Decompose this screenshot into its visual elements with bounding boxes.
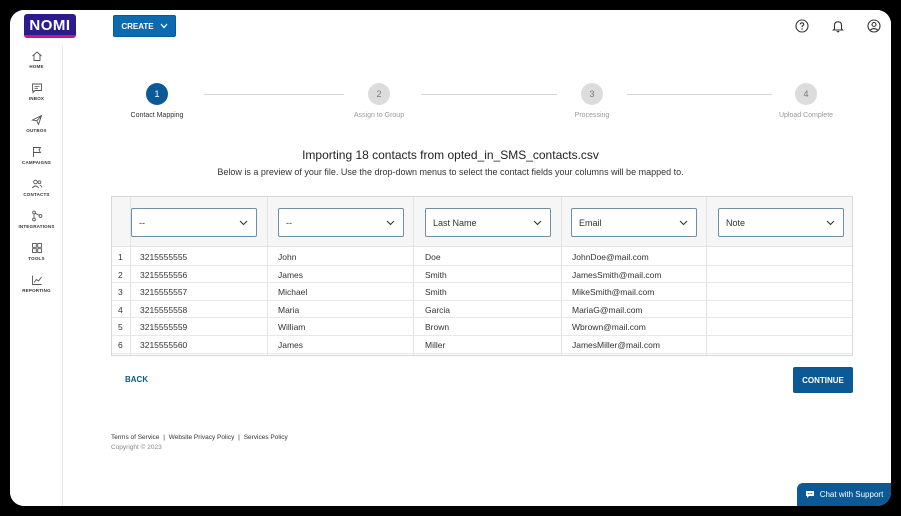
sidebar-item-integrations[interactable]	[10, 210, 63, 240]
table-cell: Doe	[425, 252, 441, 262]
table-cell: 3215555559	[140, 322, 188, 333]
top-bar	[10, 10, 891, 46]
select-value: Last Name	[433, 217, 477, 228]
chevron-down-icon	[160, 23, 168, 29]
step-label: Processing	[574, 112, 610, 119]
select-value: --	[286, 217, 292, 228]
row-index: 1	[118, 252, 123, 262]
table-cell: James	[278, 269, 304, 280]
step-label: Assign to Group	[353, 112, 405, 119]
row-index: 2	[118, 269, 123, 280]
help-icon[interactable]	[794, 18, 810, 34]
table-row	[112, 266, 852, 284]
table-cell: 3215555560	[140, 340, 188, 350]
chat-bubble-icon	[805, 490, 815, 499]
step-number: 3	[581, 83, 603, 105]
table-cell: 3215555558	[140, 304, 188, 315]
sidebar-item-label: OUTBOX	[26, 128, 47, 133]
select-value: --	[139, 217, 145, 228]
table-cell: MariaG@mail.com	[572, 304, 643, 315]
sidebar-item-label: INBOX	[28, 96, 45, 101]
chevron-down-icon	[239, 220, 248, 226]
sidebar-item-label: TOOLS	[28, 256, 45, 261]
step-connector	[421, 94, 557, 95]
table-cell: 3215555555	[140, 252, 188, 262]
row-index: 4	[118, 304, 123, 315]
column-mapping-select-1[interactable]	[131, 208, 257, 237]
table-cell: Smith	[425, 269, 447, 280]
table-row	[112, 318, 852, 336]
app-window	[10, 10, 891, 506]
table-cell: MikeSmith@mail.com	[572, 287, 655, 298]
footer-links	[111, 434, 290, 441]
table-cell: Garcia	[425, 304, 451, 315]
sidebar-item-home[interactable]	[10, 50, 63, 80]
chevron-down-icon	[826, 220, 835, 226]
user-icon[interactable]	[866, 18, 882, 34]
sidebar-item-reporting[interactable]	[10, 274, 63, 304]
chevron-down-icon	[386, 220, 395, 226]
continue-button[interactable]: CONTINUE	[793, 367, 853, 393]
select-value: Email	[579, 217, 602, 228]
table-cell: John	[278, 252, 297, 262]
column-mapping-select-4[interactable]	[571, 208, 697, 237]
inbox-icon	[31, 82, 43, 94]
step-label: Contact Mapping	[130, 112, 184, 119]
services-policy-link[interactable]: Services Policy	[243, 434, 288, 441]
bell-icon[interactable]	[830, 18, 846, 34]
chat-button-label: Chat with Support	[819, 490, 884, 499]
step-number: 1	[146, 83, 168, 105]
step-connector	[627, 94, 772, 95]
step-processing	[542, 83, 642, 119]
table-cell: 3215555556	[140, 269, 188, 280]
table-cell: Maria	[278, 304, 300, 315]
contacts-icon	[31, 178, 43, 190]
row-index: 5	[118, 322, 123, 333]
step-number: 4	[795, 83, 817, 105]
sidebar-item-label: CONTACTS	[23, 192, 50, 197]
sidebar-item-label: REPORTING	[22, 288, 51, 293]
table-cell: Smith	[425, 287, 447, 298]
sidebar-item-tools[interactable]	[10, 242, 63, 272]
page-subtitle: Below is a preview of your file. Use the drop-down menus to select the contact fields your columns will be mapped to.	[217, 167, 684, 177]
send-icon	[31, 114, 43, 126]
step-label: Upload Complete	[778, 112, 834, 119]
table-cell: JamesMiller@mail.com	[572, 340, 660, 350]
sidebar-item-label: INTEGRATIONS	[18, 224, 55, 229]
step-connector	[204, 94, 344, 95]
column-mapping-select-3[interactable]	[425, 208, 551, 237]
table-cell: Brown	[425, 322, 450, 333]
table-cell: JamesSmith@mail.com	[572, 269, 662, 280]
chart-icon	[31, 274, 43, 286]
table-cell: William	[278, 322, 306, 333]
copyright: Copyright © 2023	[111, 444, 162, 451]
table-cell: Michael	[278, 287, 308, 298]
integrations-icon	[31, 210, 43, 222]
chevron-down-icon	[679, 220, 688, 226]
table-cell: 3215555557	[140, 287, 188, 298]
table-row	[112, 301, 852, 319]
back-button[interactable]: BACK	[125, 375, 149, 384]
table-row	[112, 248, 852, 266]
table-cell: Wbrown@mail.com	[572, 322, 646, 333]
sidebar-item-contacts[interactable]	[10, 178, 63, 208]
step-contact-mapping	[107, 83, 207, 119]
table-cell: James	[278, 340, 304, 350]
column-mapping-select-2[interactable]	[278, 208, 404, 237]
sidebar-item-outbox[interactable]	[10, 114, 63, 144]
chat-with-support-button[interactable]	[797, 483, 891, 506]
table-row	[112, 283, 852, 301]
sidebar	[10, 46, 63, 506]
table-row	[112, 336, 852, 354]
page-title: Importing 18 contacts from opted_in_SMS_contacts.csv	[302, 148, 599, 162]
row-index: 6	[118, 340, 123, 350]
column-mapping-select-5[interactable]	[718, 208, 844, 237]
nomi-logo[interactable]: NOMI	[24, 14, 76, 38]
tools-icon	[31, 242, 43, 254]
sidebar-item-inbox[interactable]	[10, 82, 63, 112]
table-cell: JohnDoe@mail.com	[572, 252, 649, 262]
footer-separator: |	[163, 434, 165, 441]
sidebar-item-label: CAMPAIGNS	[22, 160, 51, 165]
chevron-down-icon	[533, 220, 542, 226]
mapping-preview-table	[111, 196, 853, 356]
footer-separator: |	[238, 434, 240, 441]
row-index: 3	[118, 287, 123, 298]
select-value: Note	[726, 217, 746, 228]
sidebar-item-label: HOME	[29, 64, 44, 69]
create-button-label: CREATE	[121, 21, 154, 31]
step-assign-to-group	[329, 83, 429, 119]
home-icon	[31, 50, 43, 62]
step-number: 2	[368, 83, 390, 105]
step-upload-complete	[756, 83, 856, 119]
create-button[interactable]	[113, 15, 176, 37]
privacy-policy-link[interactable]: Website Privacy Policy	[168, 434, 235, 441]
terms-of-service-link[interactable]: Terms of Service	[111, 434, 160, 441]
table-cell: Miller	[425, 340, 446, 350]
